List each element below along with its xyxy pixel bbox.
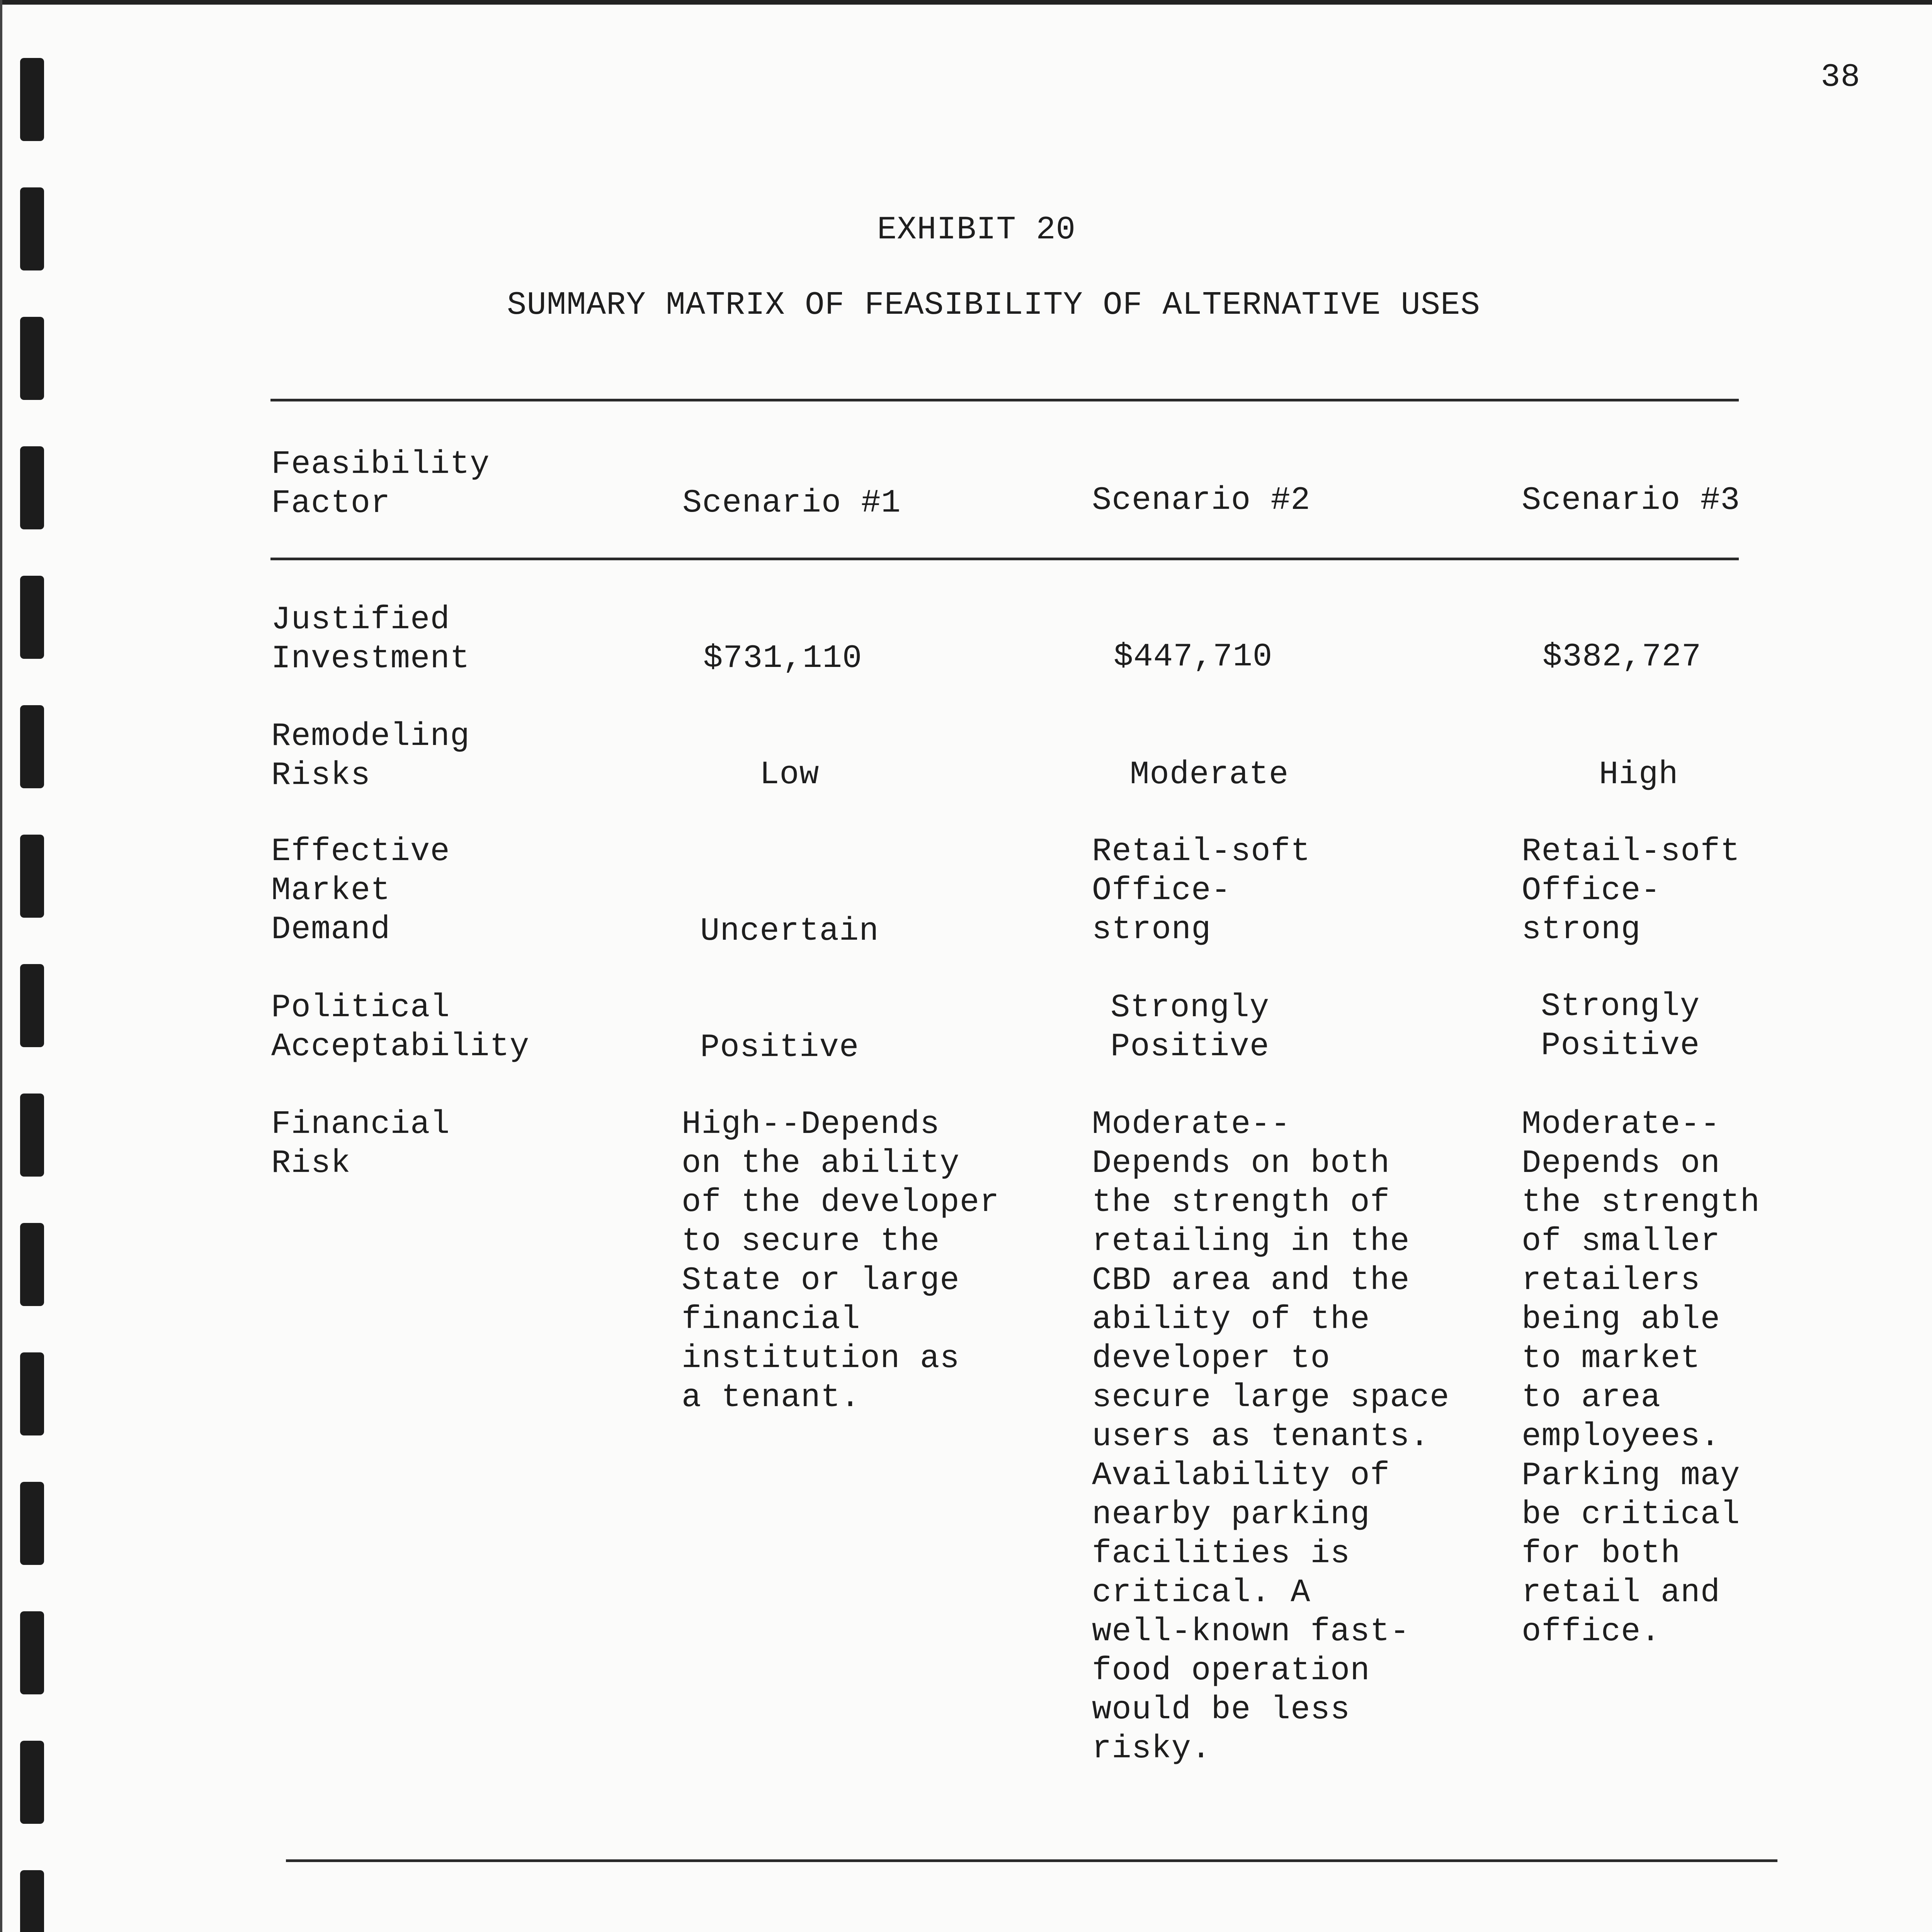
table-header-rule bbox=[270, 558, 1739, 560]
column-header-feasibility-factor: Feasibility Factor bbox=[271, 446, 490, 522]
binding-hole-mark bbox=[20, 446, 44, 529]
row-label-financial-risk: Financial Risk bbox=[271, 1106, 450, 1182]
binding-hole-mark bbox=[20, 317, 44, 400]
cell-scenario-2-demand: Retail-soft Office- strong bbox=[1092, 833, 1311, 948]
cell-scenario-1-demand: Uncertain bbox=[700, 913, 879, 950]
column-header-scenario-2: Scenario #2 bbox=[1092, 482, 1311, 519]
column-header-scenario-1: Scenario #1 bbox=[682, 485, 901, 522]
binding-hole-mark bbox=[20, 1094, 44, 1177]
cell-scenario-1-investment: $731,110 bbox=[703, 640, 862, 677]
binding-hole-mark bbox=[20, 1352, 44, 1435]
top-edge-rule bbox=[0, 0, 1932, 5]
binding-hole-mark bbox=[20, 1870, 44, 1932]
cell-scenario-3-demand: Retail-soft Office- strong bbox=[1522, 833, 1740, 948]
cell-scenario-3-political: Strongly Positive bbox=[1541, 988, 1700, 1064]
row-label-effective-market-demand: Effective Market Demand bbox=[271, 833, 450, 948]
binding-hole-mark bbox=[20, 1611, 44, 1694]
binding-hole-mark bbox=[20, 58, 44, 141]
left-edge-rule bbox=[0, 0, 2, 1932]
cell-scenario-3-remodeling: High bbox=[1599, 757, 1679, 793]
binding-hole-mark bbox=[20, 187, 44, 270]
cell-scenario-2-remodeling: Moderate bbox=[1130, 757, 1289, 793]
cell-scenario-2-investment: $447,710 bbox=[1114, 639, 1273, 675]
cell-scenario-3-financial: Moderate-- Depends on the strength of smaller retailers being able to market to area employees. Parking may be critical for both retail and office. bbox=[1522, 1106, 1760, 1650]
binding-hole-mark bbox=[20, 1741, 44, 1824]
page-number: 38 bbox=[1821, 59, 1861, 96]
row-label-remodeling-risks: Remodeling Risks bbox=[271, 718, 470, 794]
table-top-rule bbox=[270, 399, 1739, 401]
column-header-scenario-3: Scenario #3 bbox=[1522, 482, 1740, 519]
binding-hole-mark bbox=[20, 576, 44, 659]
binding-hole-mark bbox=[20, 835, 44, 918]
cell-scenario-3-investment: $382,727 bbox=[1543, 639, 1702, 675]
binding-hole-mark bbox=[20, 964, 44, 1047]
document-title: SUMMARY MATRIX OF FEASIBILITY OF ALTERNATIVE USES bbox=[507, 287, 1481, 324]
binding-hole-mark bbox=[20, 1223, 44, 1306]
binding-hole-mark bbox=[20, 705, 44, 788]
table-bottom-rule bbox=[286, 1859, 1777, 1862]
cell-scenario-2-financial: Moderate-- Depends on both the strength of retailing in the CBD area and the ability of the developer to secure large space users as tenants. Availability of nearby parking facilities is critical. A well-known fast- food operation would be less risky. bbox=[1092, 1106, 1450, 1767]
row-label-political-acceptability: Political Acceptability bbox=[271, 990, 530, 1065]
row-label-justified-investment: Justified Investment bbox=[271, 602, 470, 677]
cell-scenario-1-financial: High--Depends on the ability of the developer to secure the State or large financial institution as a tenant. bbox=[682, 1106, 1000, 1416]
binding-hole-mark bbox=[20, 1482, 44, 1565]
cell-scenario-2-political: Strongly Positive bbox=[1111, 990, 1270, 1065]
exhibit-label: EXHIBIT 20 bbox=[877, 212, 1076, 248]
cell-scenario-1-political: Positive bbox=[700, 1029, 859, 1066]
cell-scenario-1-remodeling: Low bbox=[760, 757, 820, 793]
